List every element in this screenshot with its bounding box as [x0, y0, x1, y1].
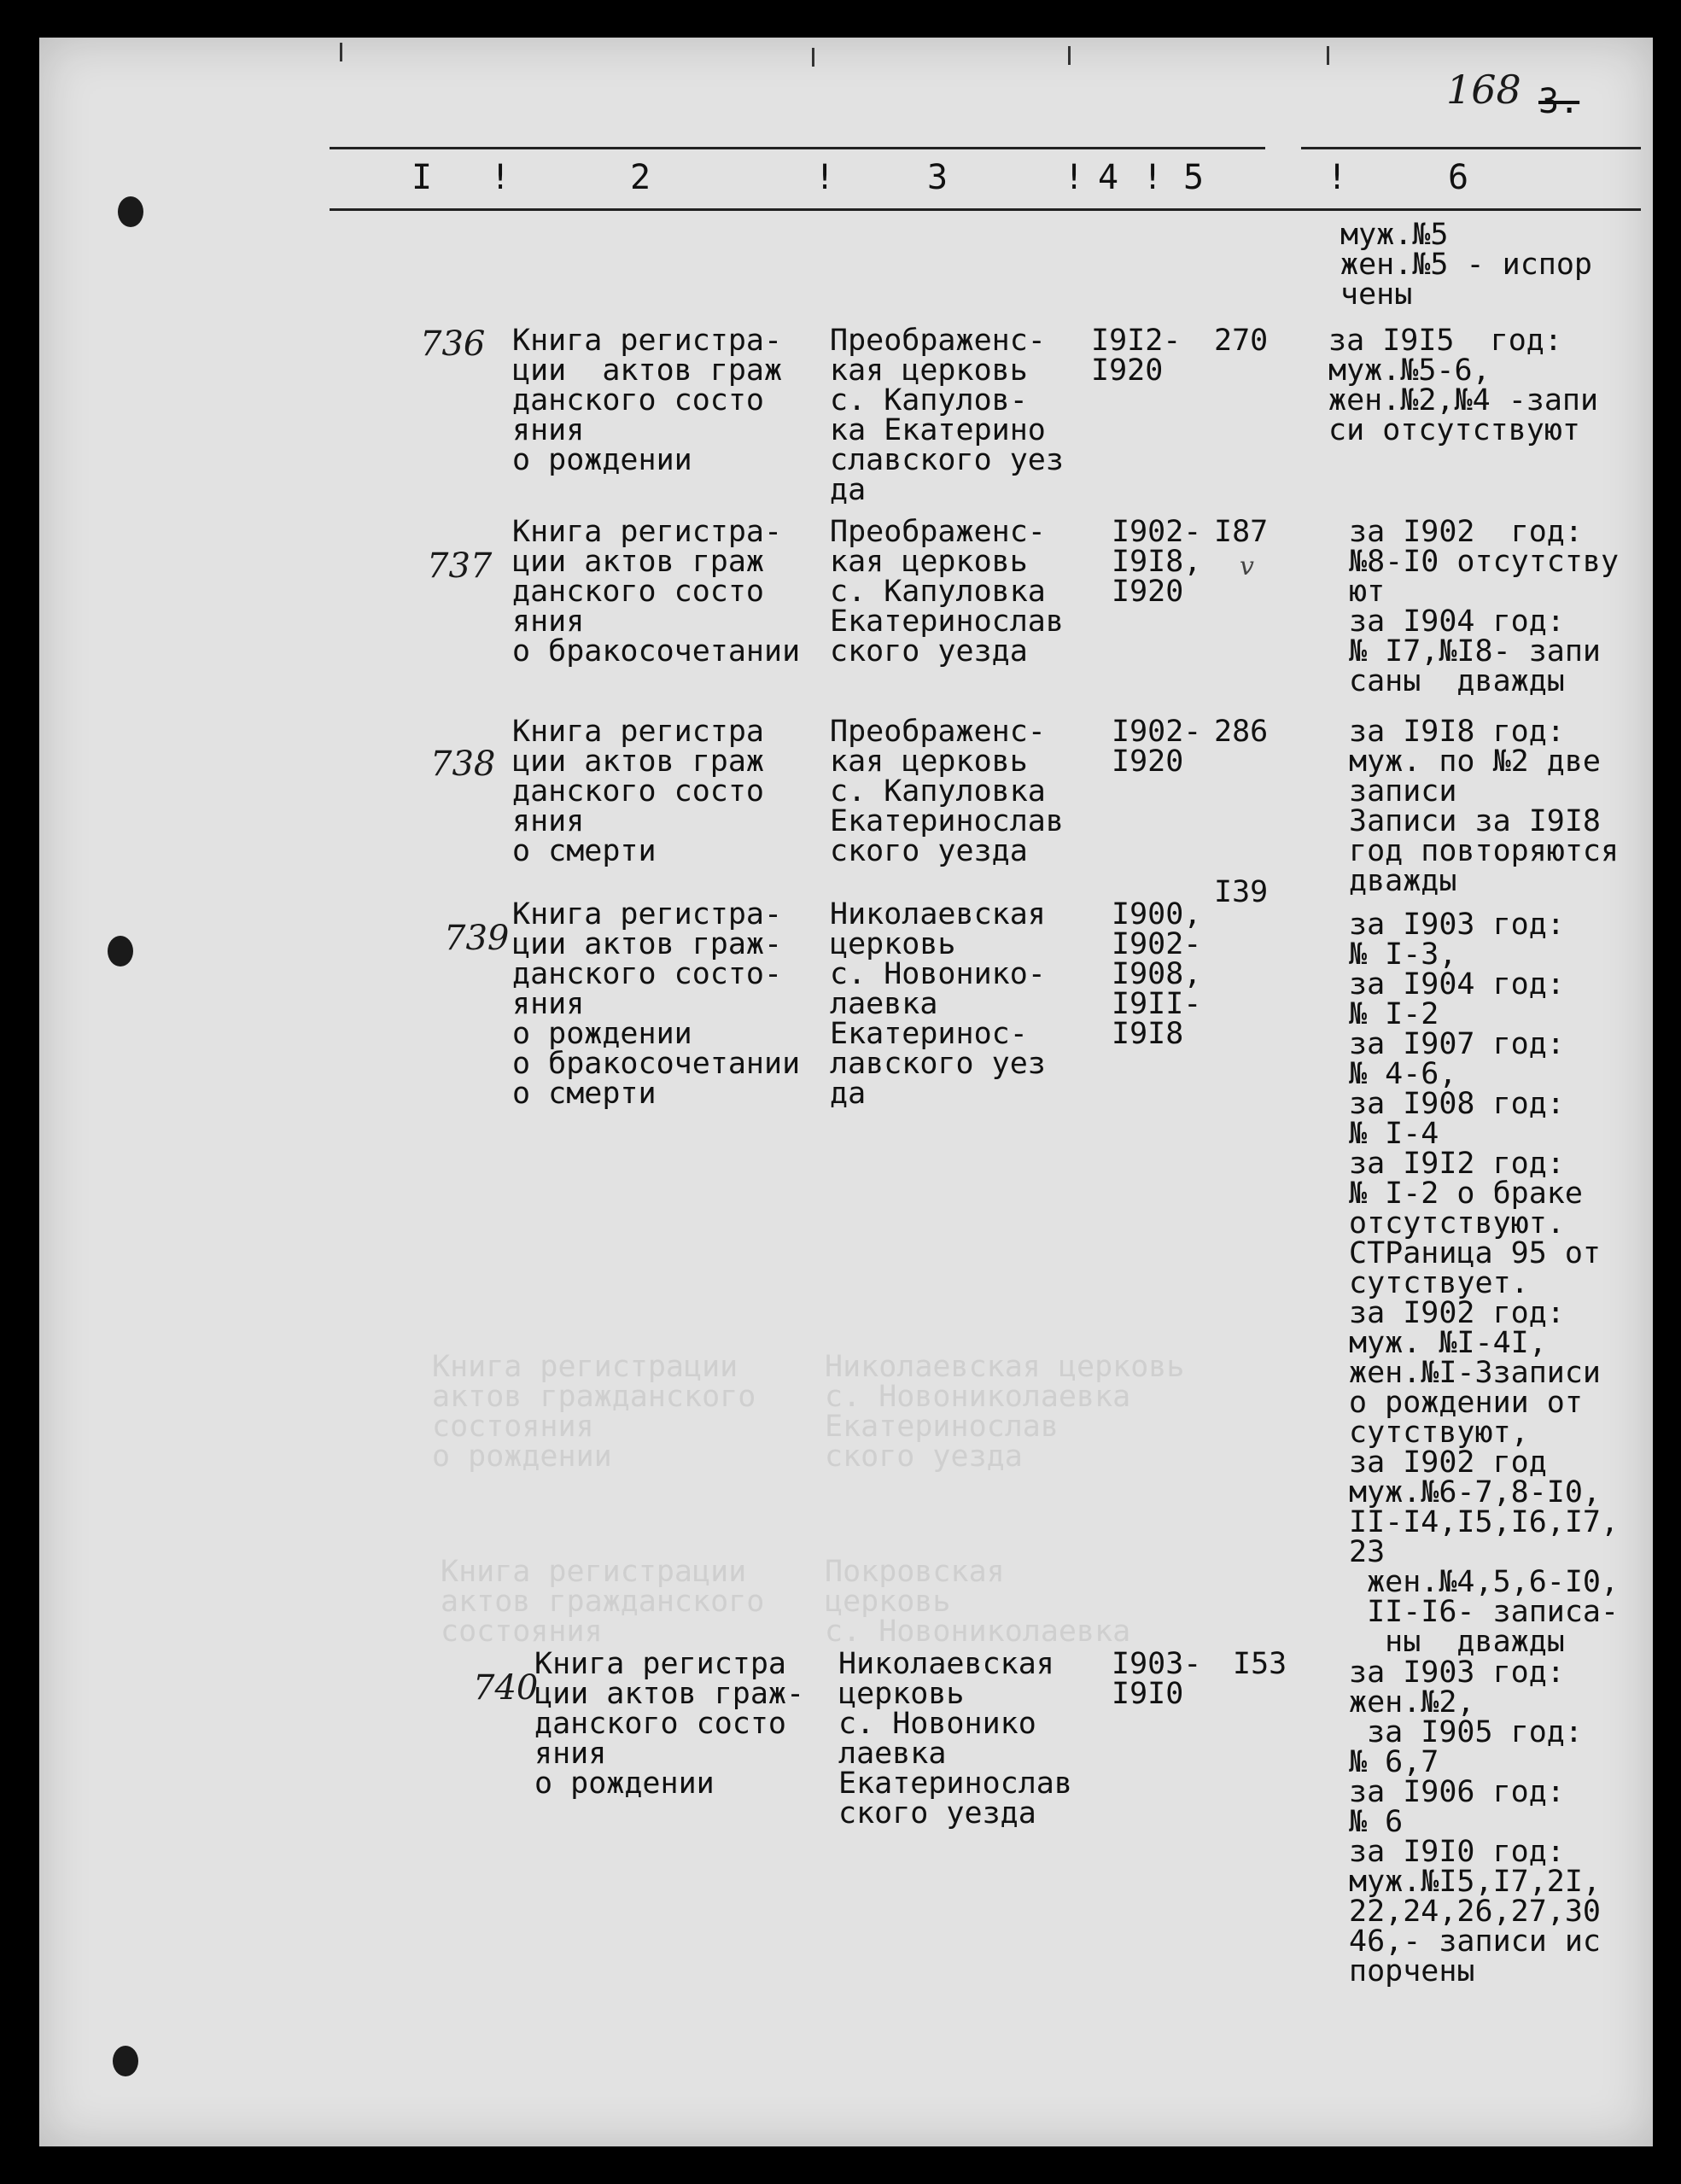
row-place: Преображенс- кая церковь с. Капуловка Екатеринослав ского уезда [830, 515, 1064, 669]
document-page [39, 38, 1653, 2146]
edge-tick [1327, 46, 1329, 65]
edge-tick [340, 43, 342, 61]
header-col-3: 3 [927, 158, 948, 197]
row-sheets: I39 [1214, 875, 1269, 909]
header-col-4: 4 [1098, 158, 1119, 197]
bleed-through-text: Покровская церковь с. Новониколаевка [825, 1555, 1131, 1649]
row-sheets: I87 [1214, 515, 1269, 549]
edge-tick [812, 48, 814, 67]
header-rule-top [1301, 147, 1641, 149]
row-notes: за I903 год: жен.№2, за I905 год: № 6,7 за I906 год: № 6 за I9I0 год: муж.№I5,I7,2I, 22,24,26,27,30 46,- записи ис порчены [1349, 1656, 1602, 1988]
row-notes: за I9I8 год: муж. по №2 две записи Записи за I9I8 год повторяются дважды [1349, 715, 1620, 898]
header-rule-top [330, 147, 1265, 149]
row-notes: за I902 год: №8-I0 отсутству ют за I904 год: № I7,№I8- запи саны дважды [1349, 515, 1620, 698]
check-mark: v [1240, 552, 1254, 581]
row-place: Николаевская церковь с. Новонико лаевка Екатеринослав ского уезда [838, 1647, 1072, 1831]
header-separator: ! [1142, 158, 1164, 197]
header-col-5: 5 [1183, 158, 1205, 197]
row-number-handwritten: 740 [473, 1668, 539, 1708]
row-title: Книга регистра- ции актов граж данского состо яния о рождении [512, 324, 783, 477]
row-title: Книга регистра- ции актов граж данского состо яния о бракосочетании [512, 515, 801, 669]
row-number-handwritten: 738 [430, 745, 496, 784]
bleed-through-text: Книга регистрации актов гражданского состояния о рождении [432, 1350, 756, 1474]
handwritten-page-number: 168 [1446, 67, 1521, 113]
row-title: Книга регистра ции актов граж- данского состо яния о рождении [534, 1647, 805, 1801]
header-separator: ! [1064, 158, 1085, 197]
row-number-handwritten: 739 [444, 919, 510, 958]
row-sheets: I53 [1233, 1647, 1287, 1681]
continued-note: муж.№5 жен.№5 - испор чены [1340, 218, 1593, 312]
row-notes: за I9I5 год: муж.№5-6, жен.№2,№4 -запи си отсутствуют [1328, 324, 1599, 447]
row-sheets: 286 [1214, 715, 1269, 749]
row-years: I9I2- I920 [1091, 324, 1182, 388]
bleed-through-text: Книга регистрации актов гражданского состояния [441, 1555, 765, 1649]
header-separator: ! [814, 158, 836, 197]
header-separator: ! [1327, 158, 1348, 197]
row-title: Книга регистра ции актов граж данского состо яния о смерти [512, 715, 765, 868]
row-years: I902- I920 [1112, 715, 1202, 779]
row-number-handwritten: 736 [420, 324, 486, 364]
punch-hole [118, 196, 143, 227]
edge-tick [1068, 46, 1071, 65]
header-separator: ! [490, 158, 511, 197]
bleed-through-text: Николаевская церковь с. Новониколаевка Екатеринослав ского уезда [825, 1350, 1185, 1474]
row-years: I903- I9I0 [1112, 1647, 1202, 1711]
header-col-1: I [411, 158, 433, 197]
row-years: I902- I9I8, I920 [1112, 515, 1202, 609]
row-place: Преображенс- кая церковь с. Капулов- ка Екатерино славского уез да [830, 324, 1064, 507]
row-place: Преображенс- кая церковь с. Капуловка Екатеринослав ского уезда [830, 715, 1064, 868]
header-rule-bottom [330, 208, 1641, 211]
header-col-2: 2 [630, 158, 651, 197]
typed-page-number: 3. [1538, 82, 1580, 121]
punch-hole [108, 936, 133, 966]
row-years: I900, I902- I908, I9II- I9I8 [1112, 897, 1202, 1051]
row-title: Книга регистра- ции актов граж- данского состо- яния о рождении о бракосочетании о смерти [512, 897, 801, 1111]
row-number-handwritten: 737 [427, 546, 493, 586]
header-col-6: 6 [1448, 158, 1469, 197]
row-place: Николаевская церковь с. Новонико- лаевка Екатеринос- лавского уез да [830, 897, 1046, 1111]
row-notes: за I903 год: № I-3, за I904 год: № I-2 за I907 год: № 4-6, за I908 год: № I-4 за I9I2 год: № I-2 о браке отсутствуют. СТРаница 95 от сутствует. за I902 год: муж. №I-4I, жен.№I-3записи о рождении от сутствуют, за I902 год муж.№6-7,8-I0, II-I4,I5,I6,I7, 23 жен.№4,5,6-I0, II-I6- записа- ны дважды [1349, 908, 1620, 1659]
row-sheets: 270 [1214, 324, 1269, 358]
punch-hole [113, 2046, 138, 2076]
